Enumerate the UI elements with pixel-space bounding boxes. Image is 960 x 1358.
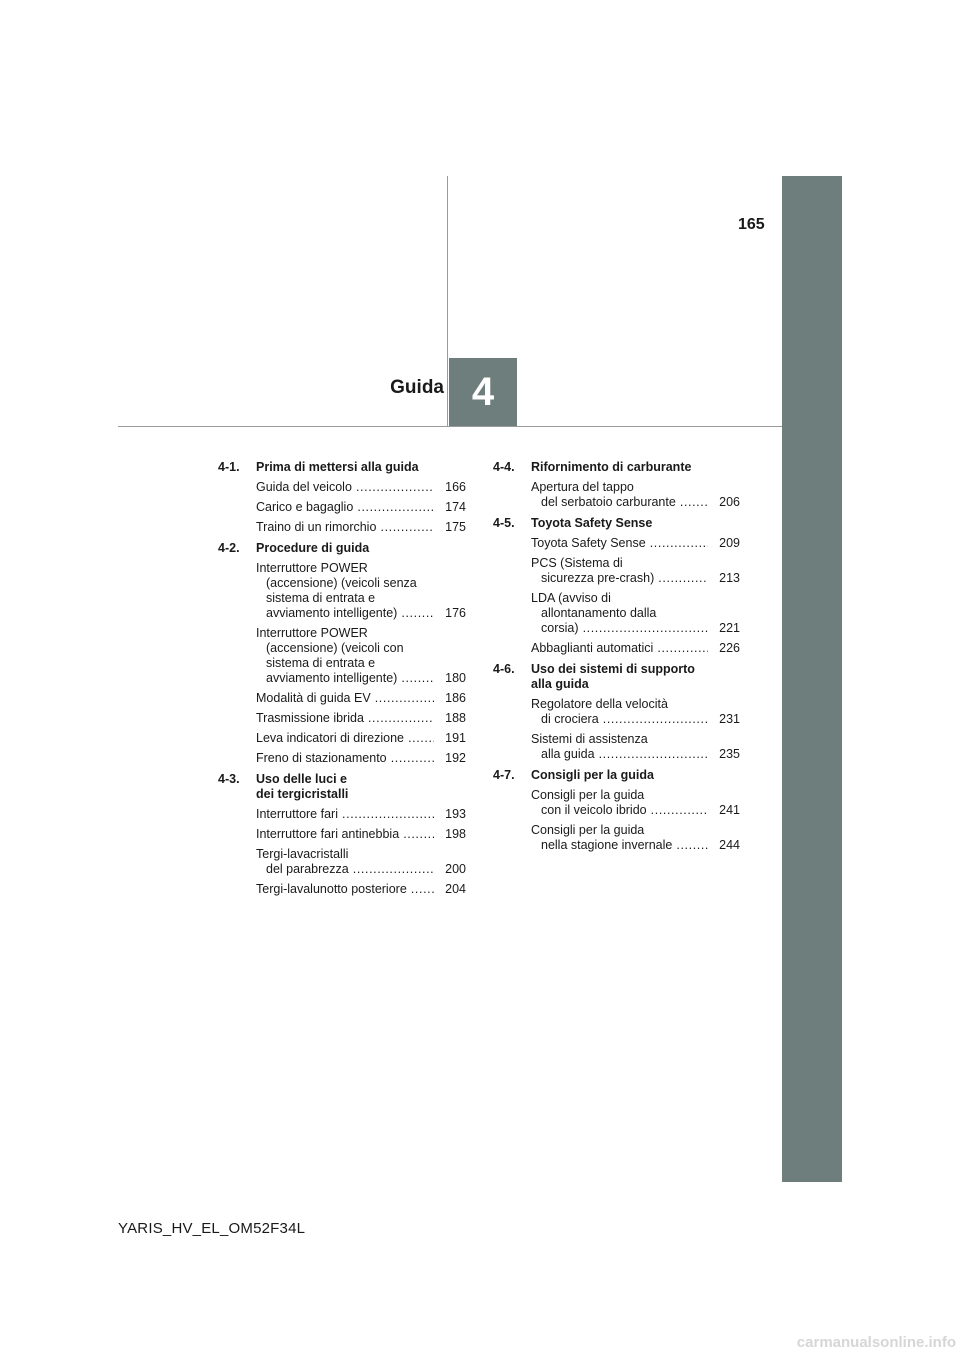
toc-section — [493, 516, 740, 656]
toc-section-title-line: Procedure di guida — [256, 541, 370, 555]
toc-entry[interactable] — [256, 480, 466, 495]
toc-entry-page-number: 244 — [719, 838, 740, 852]
toc-entry-text: avviamento intelligente) ..... — [256, 671, 434, 686]
toc-entry[interactable] — [531, 536, 740, 551]
toc-entry-text: Tergi-lavacristalli — [256, 847, 349, 861]
toc-section-title-line: Prima di mettersi alla guida — [256, 460, 419, 474]
chapter-number-box — [449, 358, 517, 426]
toc-section-title-line: Uso dei sistemi di supporto — [531, 662, 695, 676]
toc-entry-page-number: 188 — [445, 711, 466, 725]
toc-section-title — [256, 541, 466, 556]
toc-entry-text: del serbatoio carburante ..... — [531, 495, 708, 510]
toc-section-heading[interactable] — [493, 662, 740, 692]
toc-entry-page-number: 226 — [719, 641, 740, 655]
toc-entry-page-number: 231 — [719, 712, 740, 726]
toc-entry[interactable] — [531, 788, 740, 818]
toc-entry-text: con il veicolo ibrido ..... — [531, 803, 708, 818]
toc-entry-text: nella stagione invernale ..... — [531, 838, 708, 853]
toc-entry-page-number: 192 — [445, 751, 466, 765]
toc-section-heading[interactable] — [218, 460, 466, 475]
toc-entry-page-number: 204 — [445, 882, 466, 896]
toc-entry-page-number: 235 — [719, 747, 740, 761]
toc-section-number: 4-2. — [218, 541, 240, 555]
toc-section-title-line: Rifornimento di carburante — [531, 460, 692, 474]
toc-entry-page-number: 175 — [445, 520, 466, 534]
toc-entry-text: Regolatore della velocità — [531, 697, 668, 711]
toc-section-number: 4-7. — [493, 768, 515, 782]
toc-entry-page-number: 200 — [445, 862, 466, 876]
toc-section-title-line: alla guida — [531, 677, 589, 691]
toc-entry-page-number: 213 — [719, 571, 740, 585]
toc-entry-text: Interruttore POWER — [256, 626, 368, 640]
toc-entry[interactable] — [256, 520, 466, 535]
toc-entry-page-number: 174 — [445, 500, 466, 514]
toc-section — [218, 460, 466, 535]
watermark: carmanualsonline.info — [796, 1334, 956, 1351]
toc-section-title — [531, 516, 740, 531]
toc-section-number: 4-6. — [493, 662, 515, 676]
toc-entry-page-number: 206 — [719, 495, 740, 509]
toc-entry-page-number: 186 — [445, 691, 466, 705]
toc-entry[interactable] — [256, 827, 466, 842]
toc-entry-page-number: 191 — [445, 731, 466, 745]
toc-entry-text: Sistemi di assistenza — [531, 732, 648, 746]
toc-entry-text: PCS (Sistema di — [531, 556, 623, 570]
toc-section-number: 4-1. — [218, 460, 240, 474]
toc-section-title — [256, 460, 466, 475]
toc-entry-text: Interruttore POWER — [256, 561, 368, 575]
toc-section-title-line: Uso delle luci e — [256, 772, 348, 786]
page-number: 165 — [738, 216, 765, 233]
chapter-side-tab — [782, 176, 842, 1182]
toc-section-title — [531, 768, 740, 783]
toc-entry-page-number: 193 — [445, 807, 466, 821]
toc-entry-page-number: 176 — [445, 606, 466, 620]
toc-entry[interactable] — [256, 751, 466, 766]
toc-entry[interactable] — [531, 732, 740, 762]
toc-section-number: 4-5. — [493, 516, 515, 530]
chapter-title: Guida — [390, 377, 444, 398]
toc-section-title — [531, 460, 740, 475]
toc-section-number: 4-3. — [218, 772, 240, 786]
toc-entry-text: Consigli per la guida — [531, 788, 645, 802]
toc-entry-text: Toyota Safety Sense ..... — [531, 536, 708, 551]
toc-entry-text: corsia) ..... — [531, 621, 708, 636]
toc-section — [218, 541, 466, 766]
toc-section-title-line: dei tergicristalli — [256, 787, 349, 801]
toc-section-heading[interactable] — [493, 516, 740, 531]
toc-section-heading[interactable] — [218, 541, 466, 556]
toc-entry[interactable] — [531, 591, 740, 636]
toc-entry-page-number: 241 — [719, 803, 740, 817]
toc-section — [493, 460, 740, 510]
toc-entry-text: Traino di un rimorchio ..... — [256, 520, 434, 535]
toc-entry-text: (accensione) (veicoli senza — [266, 576, 417, 590]
footer-code: YARIS_HV_EL_OM52F34L — [118, 1220, 306, 1237]
toc-entry-text: sicurezza pre-crash) ..... — [531, 571, 708, 586]
toc-entry-text: Leva indicatori di direzione ..... — [256, 731, 434, 746]
toc-entry-text: Tergi-lavalunotto posteriore ..... — [256, 882, 434, 897]
toc-entry-text: Freno di stazionamento ..... — [256, 751, 434, 766]
toc-entry-text: Consigli per la guida — [531, 823, 645, 837]
toc-entry-page-number: 209 — [719, 536, 740, 550]
toc-entry[interactable] — [256, 882, 466, 897]
toc-entry-text: LDA (avviso di — [531, 591, 611, 605]
toc-entry-text: alla guida ..... — [531, 747, 708, 762]
toc-entry-text: del parabrezza ..... — [256, 862, 434, 877]
toc-entry-text: (accensione) (veicoli con — [266, 641, 404, 655]
toc-entry-text: sistema di entrata e — [266, 591, 376, 605]
toc-entry[interactable] — [256, 847, 466, 877]
toc-entry-text: Apertura del tappo — [531, 480, 634, 494]
toc-entry-text: di crociera ..... — [531, 712, 708, 727]
toc-section-heading[interactable] — [218, 772, 466, 802]
toc-section-heading[interactable] — [493, 768, 740, 783]
toc-entry-page-number: 180 — [445, 671, 466, 685]
toc-entry[interactable] — [256, 711, 466, 726]
toc-section-title-line: Toyota Safety Sense — [531, 516, 653, 530]
toc-entry-text: sistema di entrata e — [266, 656, 376, 670]
toc-section-heading[interactable] — [493, 460, 740, 475]
toc-entry-text: Guida del veicolo ..... — [256, 480, 434, 495]
toc-entry[interactable] — [256, 731, 466, 746]
chapter-number: 4 — [471, 369, 495, 414]
toc-entry-text: allontanamento dalla — [541, 606, 657, 620]
toc-section — [493, 768, 740, 853]
toc-entry[interactable] — [531, 641, 740, 656]
toc-entry-page-number: 198 — [445, 827, 466, 841]
toc-section-title-line: Consigli per la guida — [531, 768, 654, 782]
toc-entry[interactable] — [256, 561, 466, 621]
toc-entry-text: Carico e bagaglio ..... — [256, 500, 434, 515]
toc-entry[interactable] — [531, 697, 740, 727]
toc-entry[interactable] — [256, 691, 466, 706]
toc-entry-text: Trasmissione ibrida ..... — [256, 711, 434, 726]
horizontal-rule — [118, 426, 782, 427]
toc-entry[interactable] — [256, 500, 466, 515]
toc-entry[interactable] — [256, 807, 466, 822]
toc-entry-text: Interruttore fari antinebbia ..... — [256, 827, 434, 842]
toc-section-title — [256, 772, 466, 802]
toc-column-left — [218, 460, 466, 903]
toc-column-right — [493, 460, 740, 859]
vertical-rule — [447, 176, 448, 426]
toc-entry[interactable] — [531, 823, 740, 853]
toc-section-number: 4-4. — [493, 460, 515, 474]
toc-entry-text: Interruttore fari ..... — [256, 807, 434, 822]
toc-entry[interactable] — [256, 626, 466, 686]
toc-entry[interactable] — [531, 480, 740, 510]
toc-entry[interactable] — [531, 556, 740, 586]
toc-section — [493, 662, 740, 762]
toc-entry-text: Abbaglianti automatici ..... — [531, 641, 708, 656]
toc-section-title — [531, 662, 740, 692]
toc-entry-text: Modalità di guida EV ..... — [256, 691, 434, 706]
toc-section — [218, 772, 466, 897]
toc-entry-page-number: 166 — [445, 480, 466, 494]
toc-entry-page-number: 221 — [719, 621, 740, 635]
toc-entry-text: avviamento intelligente) ..... — [256, 606, 434, 621]
